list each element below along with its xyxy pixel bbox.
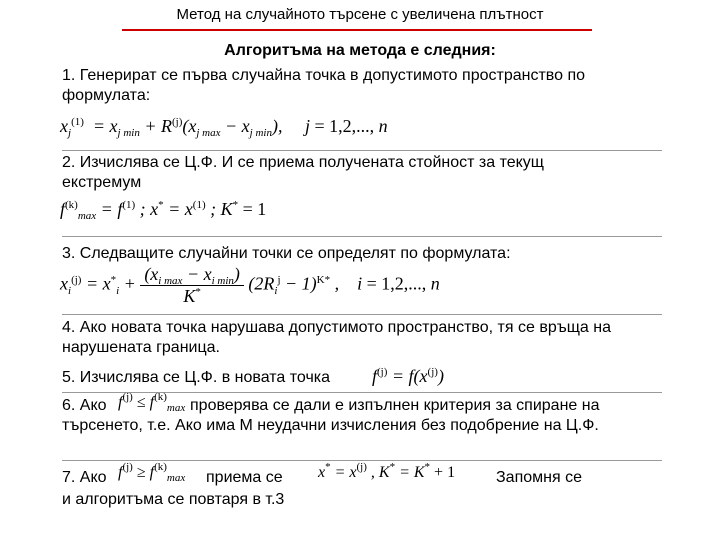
step-2-text: 2. Изчислява се Ц.Ф. И се приема получената стойност за текущ екстремум [62,154,544,191]
formula-step-5: $f^{(j)} = f(x^{(j)})$ [372,366,444,386]
formula-step-7-condition: $f^{(j)} \ge f^{(k)}_{max}$ [118,461,186,484]
step-6-text: проверява се дали е изпълнен критерия за спиране на търсенето, т.е. Ако има М неудачни изчисления без подобрение на Ц.Ф. [62,397,600,434]
formula-step-2: $f^{(k)}_{max} = f^{(1)}$ ; $x^* = x^{(1)}$ ; K* = 1 [60,199,267,222]
divider [62,314,662,315]
step-7-remember: Запомня се [496,469,582,486]
formula-step-3: $x_i^{(j)} = x^*_i$ + $\frac{(x_{i max} - x_{i min})}{K^*}$ $(2R_i^j - 1)^{K*}$ , i = 1,2,..., n [60,264,440,306]
step-3-text: 3. Следващите случайни точки се определят по формулата: [62,245,511,262]
divider [62,150,662,151]
formula-step-1: $x_j^{(1)} = x_{j min} + R^{(j)}(x_{j max} - x_{j min})$, j = 1,2,..., n [60,116,388,139]
step-6-prefix: 6. Ако [62,397,107,414]
algorithm-heading: Алгоритъма на метода е следния: [224,42,496,59]
step-7-prefix: 7. Ако [62,469,107,486]
step-5-text: 5. Изчислява се Ц.Ф. в новата точка [62,369,331,386]
formula-step-6: $f^{(j)} \le f^{(k)}_{max}$ [118,391,186,414]
title-underline [122,29,592,31]
step-4-text: 4. Ако новата точка нарушава допустимото пространство, тя се връща на нарушената граница. [62,319,611,356]
step-1-text: 1. Генерират се първа случайна точка в допустимото пространство по формулата: [62,67,585,104]
page-title: Метод на случайното търсене с увеличена плътност [176,6,544,23]
step-7-tail: и алгоритъма се повтаря в т.3 [62,491,285,508]
step-7-middle: приема се [206,469,283,486]
divider [62,392,662,393]
divider [62,236,662,237]
formula-step-7-update: $x^* = x^{(j)}$ , K* = K* + 1 [318,461,456,481]
